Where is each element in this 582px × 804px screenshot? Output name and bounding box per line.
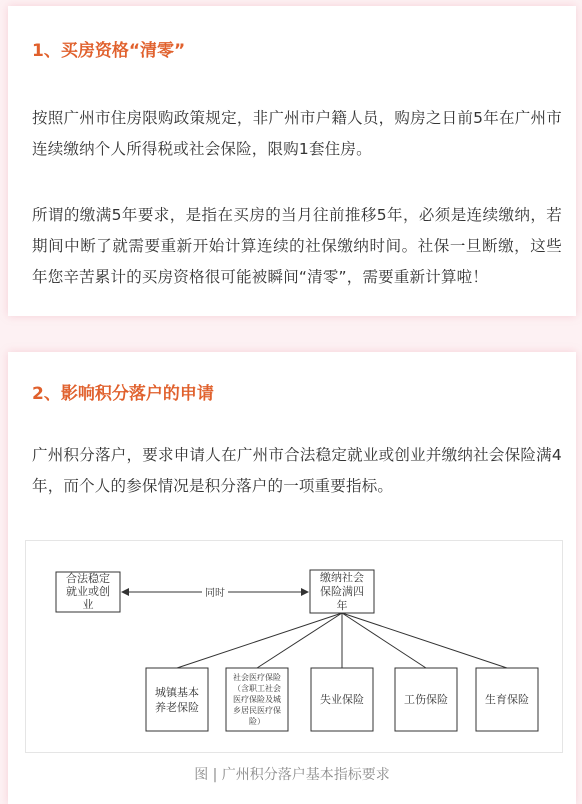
diagram-box-social-insurance-line: 保险满四 [320,585,364,598]
diagram-arrow-label: 同时 [205,588,225,599]
diagram-box-work-injury-line: 工伤保险 [404,693,448,706]
diagram-box-medical-line: 社会医疗保险 [233,673,281,682]
diagram-box-medical-line: （含职工社会 [233,684,281,693]
section-card-2 [8,352,576,804]
diagram-box-social-insurance-line: 年 [336,599,348,612]
section-heading-2: 2、影响积分落户的申请 [32,384,214,404]
diagram-box-medical-line: 乡居民医疗保 [233,706,281,715]
diagram-box-employment-line: 就业或创 [66,585,110,598]
diagram-connector [177,613,342,668]
diagram-box-pension-line: 养老保险 [155,701,199,714]
diagram-box-pension [146,668,208,731]
section1-paragraph-2: 所谓的缴满5年要求，是指在买房的当月往前推移5年，必须是连续缴纳，若期间中断了就需要重新开始计算连续的社保缴纳时间。社保一旦断缴，这些年您辛苦累计的买房资格很可能被瞬间“清零”，需要重新计算啦！ [32,206,562,286]
section2-paragraph-1: 广州积分落户，要求申请人在广州市合法稳定就业或创业并缴纳社会保险满4年，而个人的参保情况是积分落户的一项重要指标。 [32,446,562,495]
diagram-box-maternity-line: 生育保险 [485,693,529,706]
diagram-svg [26,541,562,752]
diagram-box-unemployment-line: 失业保险 [320,693,364,706]
indicator-diagram [25,540,563,753]
diagram-connector [342,613,426,668]
diagram-connector [342,613,507,668]
diagram-connector [257,613,342,668]
diagram-box-employment-line: 业 [82,598,94,611]
diagram-box-social-insurance-line: 缴纳社会 [320,571,364,584]
section-card-1 [8,6,576,316]
section1-paragraph-1: 按照广州市住房限购政策规定，非广州市户籍人员，购房之日前5年在广州市连续缴纳个人所得税或社会保险，限购1套住房。 [32,109,562,158]
diagram-box-employment-line: 合法稳定 [66,572,110,585]
section-heading-1: 1、买房资格“清零” [32,41,186,61]
diagram-box-pension-line: 城镇基本 [155,686,199,699]
diagram-box-medical-line: 险） [249,717,265,726]
diagram-box-medical-line: 医疗保险及城 [233,695,281,704]
figure-caption: 图 | 广州积分落户基本指标要求 [194,767,390,783]
